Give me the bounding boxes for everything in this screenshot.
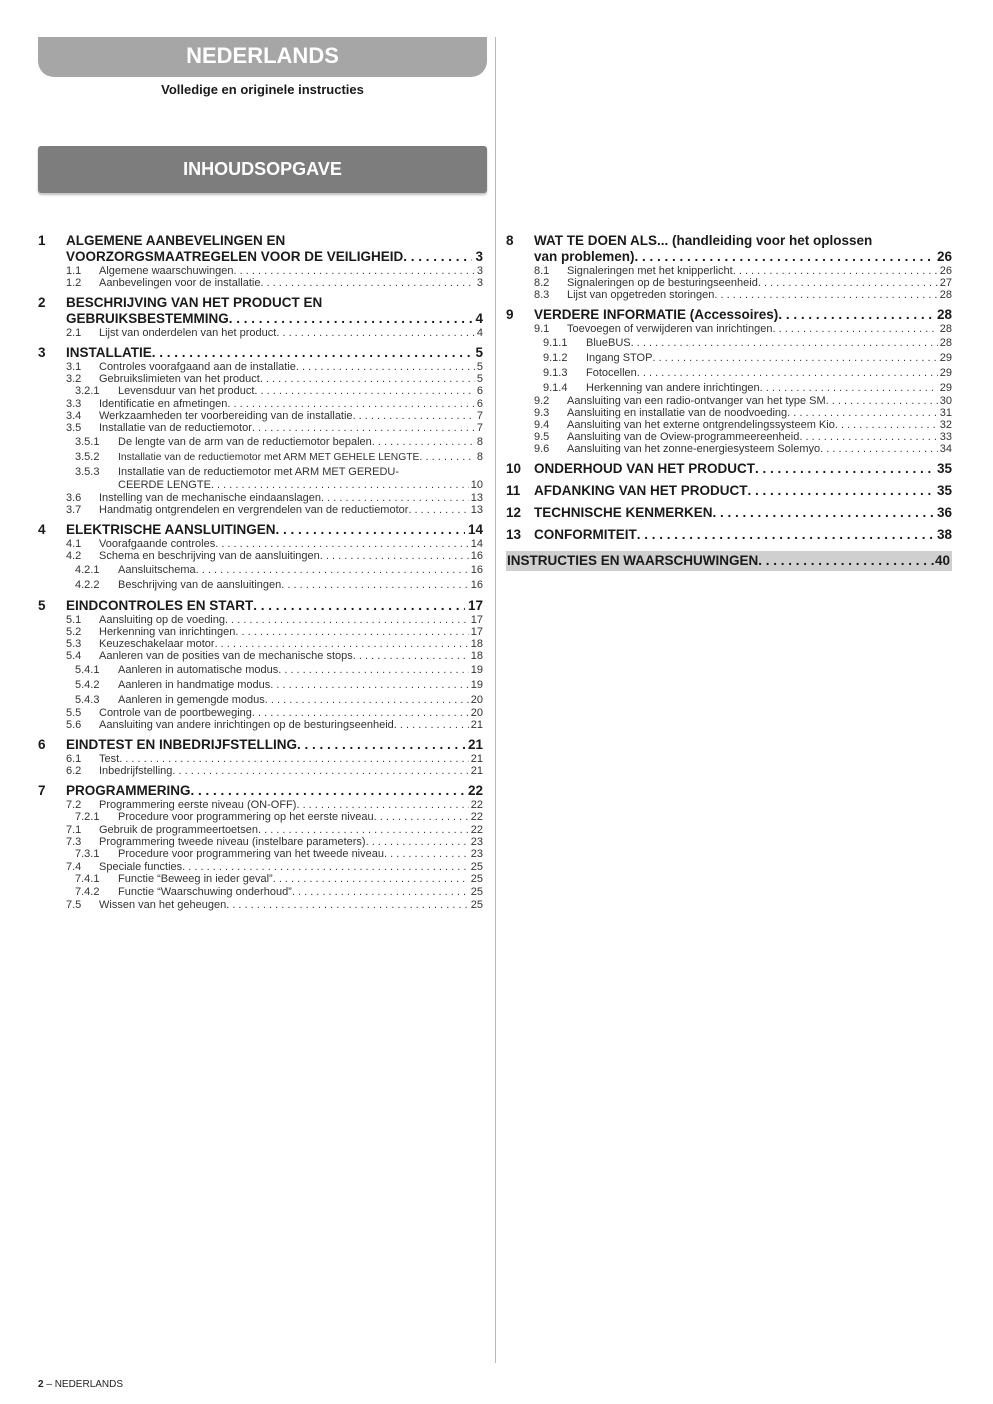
toc-entry[interactable]: 3.6 Instelling van de mechanische eindaanslagen . . . 13 (38, 492, 483, 504)
toc-entry[interactable]: 8.1 Signaleringen met het knipperlicht . . . 26 (506, 265, 952, 277)
toc-entry[interactable]: 5.2 Herkenning van inrichtingen . . . 17 (38, 626, 483, 638)
subtitle: Volledige en originele instructies (161, 82, 364, 97)
footer-language: NEDERLANDS (54, 1379, 124, 1390)
toc-subentry[interactable]: 7.3.1 Procedure voor programmering van het tweede niveau . . . 23 (38, 848, 483, 861)
toc-entry[interactable]: 9.3 Aansluiting en installatie van de noodvoeding . . . 31 (506, 407, 952, 419)
toc-section-9[interactable]: 9 VERDERE INFORMATIE (Accessoires) . . . 28 (506, 307, 952, 323)
toc-section-1[interactable] (38, 233, 483, 249)
toc-entry[interactable]: 7.1 Gebruik de programmeertoetsen . . . 22 (38, 824, 483, 836)
toc-entry[interactable]: 7.2 Programmering eerste niveau (ON-OFF) . . . 22 (38, 799, 483, 811)
toc-section-2[interactable]: 2 BESCHRIJVING VAN HET PRODUCT EN (38, 295, 323, 310)
toc-entry[interactable]: 9.5 Aansluiting van de Oview-programmeereenheid . . . 33 (506, 431, 952, 443)
toc-entry[interactable]: 2.1 Lijst van onderdelen van het product . . . 4 (38, 327, 483, 339)
toc-subentry[interactable]: 3.2.1 Levensduur van het product . . . 6 (38, 385, 483, 398)
leader-dots (403, 249, 472, 265)
toc-entry[interactable]: 9.2 Aansluiting van een radio-ontvanger van het type SM . . . 30 (506, 395, 952, 407)
toc-section-13[interactable]: 13 CONFORMITEIT . . . 38 (506, 527, 952, 543)
toc-subentry[interactable]: 9.1.3 Fotocellen . . . 29 (506, 367, 952, 380)
page-number: 3 (475, 249, 483, 264)
toc-subentry[interactable]: 7.4.2 Functie “Waarschuwing onderhoud” . . . 25 (38, 886, 483, 899)
toc-subentry[interactable]: 7.4.1 Functie “Beweeg in ieder geval” . . . 25 (38, 873, 483, 886)
toc-title-banner: INHOUDSOPGAVE (38, 146, 487, 193)
toc-subentry[interactable]: 7.2.1 Procedure voor programmering op het eerste niveau . . . 22 (38, 811, 483, 824)
toc-subentry[interactable]: 9.1.1 BlueBUS . . . 28 (506, 337, 952, 350)
toc-subentry[interactable]: 5.4.3 Aanleren in gemengde modus . . . 20 (38, 694, 483, 707)
toc-entry[interactable]: 3.5 Installatie van de reductiemotor . . . 7 (38, 422, 483, 434)
toc-entry[interactable]: 5.6 Aansluiting van andere inrichtingen op de besturingseenheid . . . 21 (38, 719, 483, 731)
section-title: VOORZORGSMAATREGELEN VOOR DE VEILIGHEID (66, 249, 404, 264)
toc-entry[interactable]: 7.5 Wissen van het geheugen . . . 25 (38, 899, 483, 911)
toc-section-8-cont[interactable]: van problemen) . . . 26 (506, 249, 952, 265)
toc-entry[interactable]: 3.7 Handmatig ontgrendelen en vergrendelen van de reductiemotor . . . 13 (38, 504, 483, 516)
toc-entry[interactable]: 1.2 Aanbevelingen voor de installatie . . . 3 (38, 277, 483, 289)
toc-entry[interactable]: 5.1 Aansluiting op de voeding . . . 17 (38, 614, 483, 626)
toc-section-11[interactable]: 11 AFDANKING VAN HET PRODUCT . . . 35 (506, 483, 952, 499)
toc-entry[interactable]: 9.6 Aansluiting van het zonne-energiesysteem Solemyo . . . 34 (506, 443, 952, 455)
footer-page-number: 2 (38, 1379, 44, 1390)
toc-entry[interactable]: 5.5 Controle van de poortbeweging . . . 20 (38, 707, 483, 719)
language-banner: NEDERLANDS (38, 37, 487, 77)
toc-entry[interactable]: 9.4 Aansluiting van het externe ontgrendelingssysteem Kio . . . 32 (506, 419, 952, 431)
toc-entry[interactable]: 5.3 Keuzeschakelaar motor . . . 18 (38, 638, 483, 650)
toc-entry[interactable]: 5.4 Aanleren van de posities van de mechanische stops . . . 18 (38, 650, 483, 662)
toc-entry[interactable]: 7.4 Speciale functies . . . 25 (38, 861, 483, 873)
toc-section-1-cont[interactable] (38, 249, 483, 265)
toc-left-column (38, 233, 483, 911)
toc-entry[interactable]: 3.2 Gebruikslimieten van het product . . . 5 (38, 373, 483, 385)
toc-entry[interactable]: 4.1 Voorafgaande controles . . . 14 (38, 538, 483, 550)
toc-entry[interactable]: 6.1 Test . . . 21 (38, 753, 483, 765)
toc-section-8[interactable]: 8 WAT TE DOEN ALS... (handleiding voor het oplossen (506, 233, 873, 248)
toc-entry[interactable]: 8.3 Lijst van opgetreden storingen . . . 28 (506, 289, 952, 301)
toc-section-10[interactable]: 10 ONDERHOUD VAN HET PRODUCT . . . 35 (506, 461, 952, 477)
toc-section-7[interactable]: 7 PROGRAMMERING . . . 22 (38, 783, 483, 799)
toc-subentry[interactable]: 4.2.1 Aansluitschema . . . 16 (38, 564, 483, 577)
section-title: ALGEMENE AANBEVELINGEN EN (66, 233, 286, 248)
toc-subentry[interactable]: 5.4.1 Aanleren in automatische modus . . . 19 (38, 664, 483, 677)
toc-subentry[interactable]: 3.5.2 Installatie van de reductiemotor met ARM MET GEHELE LENGTE . . . 8 (38, 451, 483, 464)
toc-section-5[interactable]: 5 EINDCONTROLES EN START . . . 17 (38, 598, 483, 614)
column-divider (495, 37, 496, 1363)
toc-subentry[interactable]: 3.5.3 Installatie van de reductiemotor met ARM MET GEREDU- (75, 466, 400, 478)
toc-section-2-cont[interactable]: GEBRUIKSBESTEMMING . . . 4 (38, 311, 483, 327)
toc-subentry[interactable]: 5.4.2 Aanleren in handmatige modus . . . 19 (38, 679, 483, 692)
toc-subentry-cont[interactable]: CEERDE LENGTE . . . 10 (38, 479, 483, 492)
toc-section-12[interactable]: 12 TECHNISCHE KENMERKEN . . . 36 (506, 505, 952, 521)
toc-entry[interactable]: 3.4 Werkzaamheden ter voorbereiding van de installatie . . . 7 (38, 410, 483, 422)
toc-entry[interactable]: 9.1 Toevoegen of verwijderen van inrichtingen . . . 28 (506, 323, 952, 335)
toc-subentry[interactable]: 3.5.1 De lengte van de arm van de reductiemotor bepalen . . . 8 (38, 436, 483, 449)
section-number: 1 (38, 233, 46, 248)
toc-subentry[interactable]: 9.1.4 Herkenning van andere inrichtingen . . . 29 (506, 382, 952, 395)
toc-entry[interactable]: 3.1 Controles voorafgaand aan de installatie . . . 5 (38, 361, 483, 373)
toc-subentry[interactable]: 4.2.2 Beschrijving van de aansluitingen . . . 16 (38, 579, 483, 592)
toc-entry[interactable]: 1.1 Algemene waarschuwingen . . . 3 (38, 265, 483, 277)
toc-entry[interactable]: 8.2 Signaleringen op de besturingseenheid . . . 27 (506, 277, 952, 289)
toc-entry[interactable]: 7.3 Programmering tweede niveau (instelbare parameters) . . . 23 (38, 836, 483, 848)
toc-subentry[interactable]: 9.1.2 Ingang STOP . . . 29 (506, 352, 952, 365)
footer-separator: – (46, 1379, 52, 1390)
toc-entry[interactable]: 4.2 Schema en beschrijving van de aansluitingen . . . 16 (38, 550, 483, 562)
toc-entry[interactable]: 3.3 Identificatie en afmetingen . . . 6 (38, 398, 483, 410)
toc-section-4[interactable]: 4 ELEKTRISCHE AANSLUITINGEN . . . 14 (38, 522, 483, 538)
toc-section-6[interactable]: 6 EINDTEST EN INBEDRIJFSTELLING . . . 21 (38, 737, 483, 753)
toc-section-3[interactable]: 3 INSTALLATIE . . . 5 (38, 345, 483, 361)
toc-instructions-highlight[interactable]: INSTRUCTIES EN WAARSCHUWINGEN . . . 40 (506, 551, 952, 571)
toc-entry[interactable]: 6.2 Inbedrijfstelling . . . 21 (38, 765, 483, 777)
toc-right-column (506, 233, 952, 571)
page-footer (38, 1379, 123, 1390)
